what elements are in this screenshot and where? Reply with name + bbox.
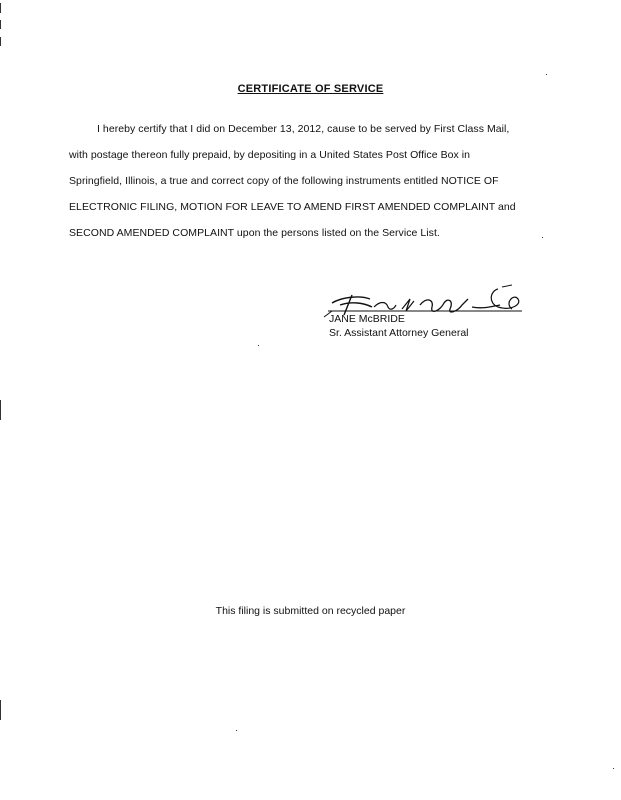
body-line-2: with postage thereon fully prepaid, by depositing in a United States Post Office Box in [69,149,471,161]
scan-dot [258,345,259,346]
scan-dot [542,237,543,238]
body-line-4: ELECTRONIC FILING, MOTION FOR LEAVE TO AMEND FIRST AMENDED COMPLAINT and [69,201,516,213]
signatory-name: JANE McBRIDE [329,313,405,325]
scan-dot [613,768,614,769]
signatory-title: Sr. Assistant Attorney General [329,327,469,339]
left-edge-mark [0,3,1,13]
scan-dot [546,74,547,75]
left-edge-mark [0,400,1,420]
page-title: CERTIFICATE OF SERVICE [237,83,384,95]
left-edge-mark [0,20,1,29]
body-line-1: I hereby certify that I did on December 13, 2012, cause to be served by First Class Mail, [97,123,510,135]
left-edge-mark [0,37,1,46]
body-line-3: Springfield, Illinois, a true and correct copy of the following instruments entitled NOTICE OF [69,175,499,187]
footer-note: This filing is submitted on recycled paper [215,605,406,617]
scan-dot [236,730,237,731]
left-edge-mark [0,700,1,720]
body-line-5: SECOND AMENDED COMPLAINT upon the persons listed on the Service List. [69,227,440,239]
